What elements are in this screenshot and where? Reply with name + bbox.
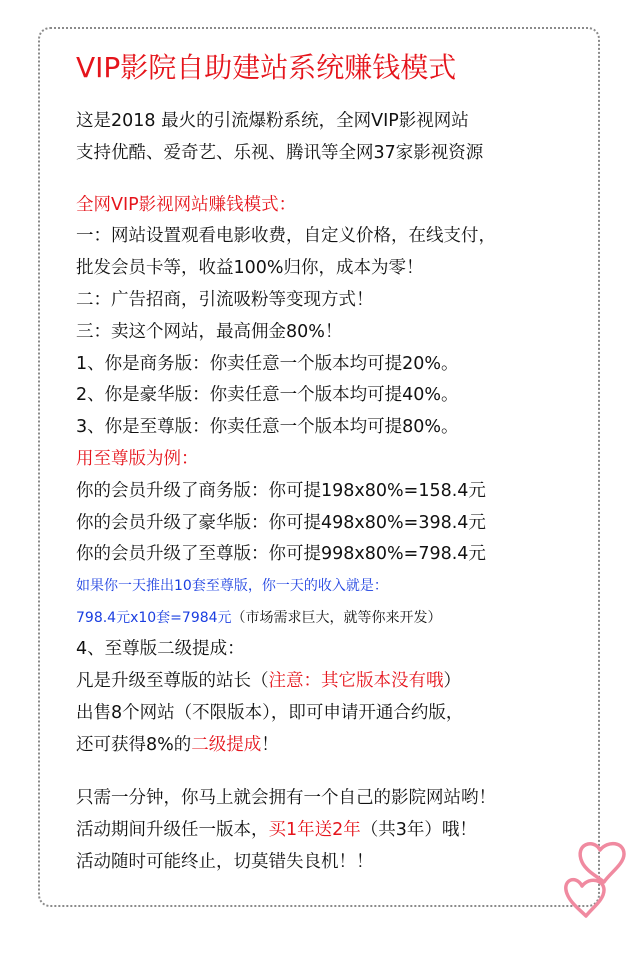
closing-line-3: 活动随时可能终止，切莫错失良机！！ xyxy=(76,851,374,872)
mode-line: 三：卖这个网站，最高佣金80%！ xyxy=(76,321,343,342)
example-line: 你的会员升级了商务版：你可提198x80%=158.4元 xyxy=(76,480,486,501)
heart-icon xyxy=(580,844,624,882)
intro-line-1: 这是2018 最火的引流爆粉系统，全网VIP影视网站 xyxy=(76,111,469,131)
page-title: VIP影院自助建站系统赚钱模式 xyxy=(76,51,457,84)
income-total: 798.4元x10套=7984元 xyxy=(76,609,232,626)
income-line-1: 如果你一天推出10套至尊版，你一天的收入就是： xyxy=(76,578,388,595)
mode-line: 3、你是至尊版：你卖任意一个版本均可提80%。 xyxy=(76,417,459,438)
heart-icon xyxy=(566,880,604,916)
promo-content xyxy=(76,48,596,879)
example-line: 你的会员升级了豪华版：你可提498x80%=398.4元 xyxy=(76,512,486,533)
mode-line: 二：广告招商，引流吸粉等变现方式！ xyxy=(76,289,374,310)
level2-line-3 xyxy=(76,730,596,762)
promo-offer: 买1年送2年 xyxy=(268,820,361,841)
level2-line-1-end: ） xyxy=(443,670,461,691)
modes-heading: 全网VIP影视网站赚钱模式： xyxy=(76,194,297,215)
closing-line-2-text: 活动期间升级任一版本， xyxy=(76,820,269,841)
mode-line: 批发会员卡等，收益100%归你，成本为零！ xyxy=(76,258,424,279)
closing-line-1: 只需一分钟，你马上就会拥有一个自己的影院网站哟！ xyxy=(76,788,496,809)
income-note: （市场需求巨大，就等你来开发） xyxy=(231,609,442,626)
hearts-decoration-icon xyxy=(564,840,630,924)
income-line-2 xyxy=(76,603,596,635)
closing-line-2 xyxy=(76,815,596,847)
example-heading: 用至尊版为例： xyxy=(76,448,199,469)
closing-line-2-end: （共3年）哦！ xyxy=(360,820,477,841)
example-line: 你的会员升级了至尊版：你可提998x80%=798.4元 xyxy=(76,544,486,565)
level2-line-3-text: 还可获得8%的 xyxy=(76,734,192,755)
intro-line-2: 支持优酷、爱奇艺、乐视、腾讯等全网37家影视资源 xyxy=(76,142,484,163)
level2-note: 注意：其它版本没有哦 xyxy=(268,670,444,691)
mode-line: 2、你是豪华版：你卖任意一个版本均可提40%。 xyxy=(76,385,459,406)
level2-line-1-text: 凡是升级至尊版的站长（ xyxy=(76,670,269,691)
level2-line-3-end: ！ xyxy=(261,734,279,755)
mode-line: 1、你是商务版：你卖任意一个版本均可提20%。 xyxy=(76,353,459,374)
level2-line-2: 出售8个网站（不限版本），即可申请开通合约版， xyxy=(76,702,464,723)
level2-heading: 4、至尊版二级提成： xyxy=(76,639,245,660)
level2-commission: 二级提成 xyxy=(191,734,262,755)
mode-line: 一：网站设置观看电影收费，自定义价格，在线支付， xyxy=(76,226,496,247)
level2-line-1 xyxy=(76,666,596,698)
